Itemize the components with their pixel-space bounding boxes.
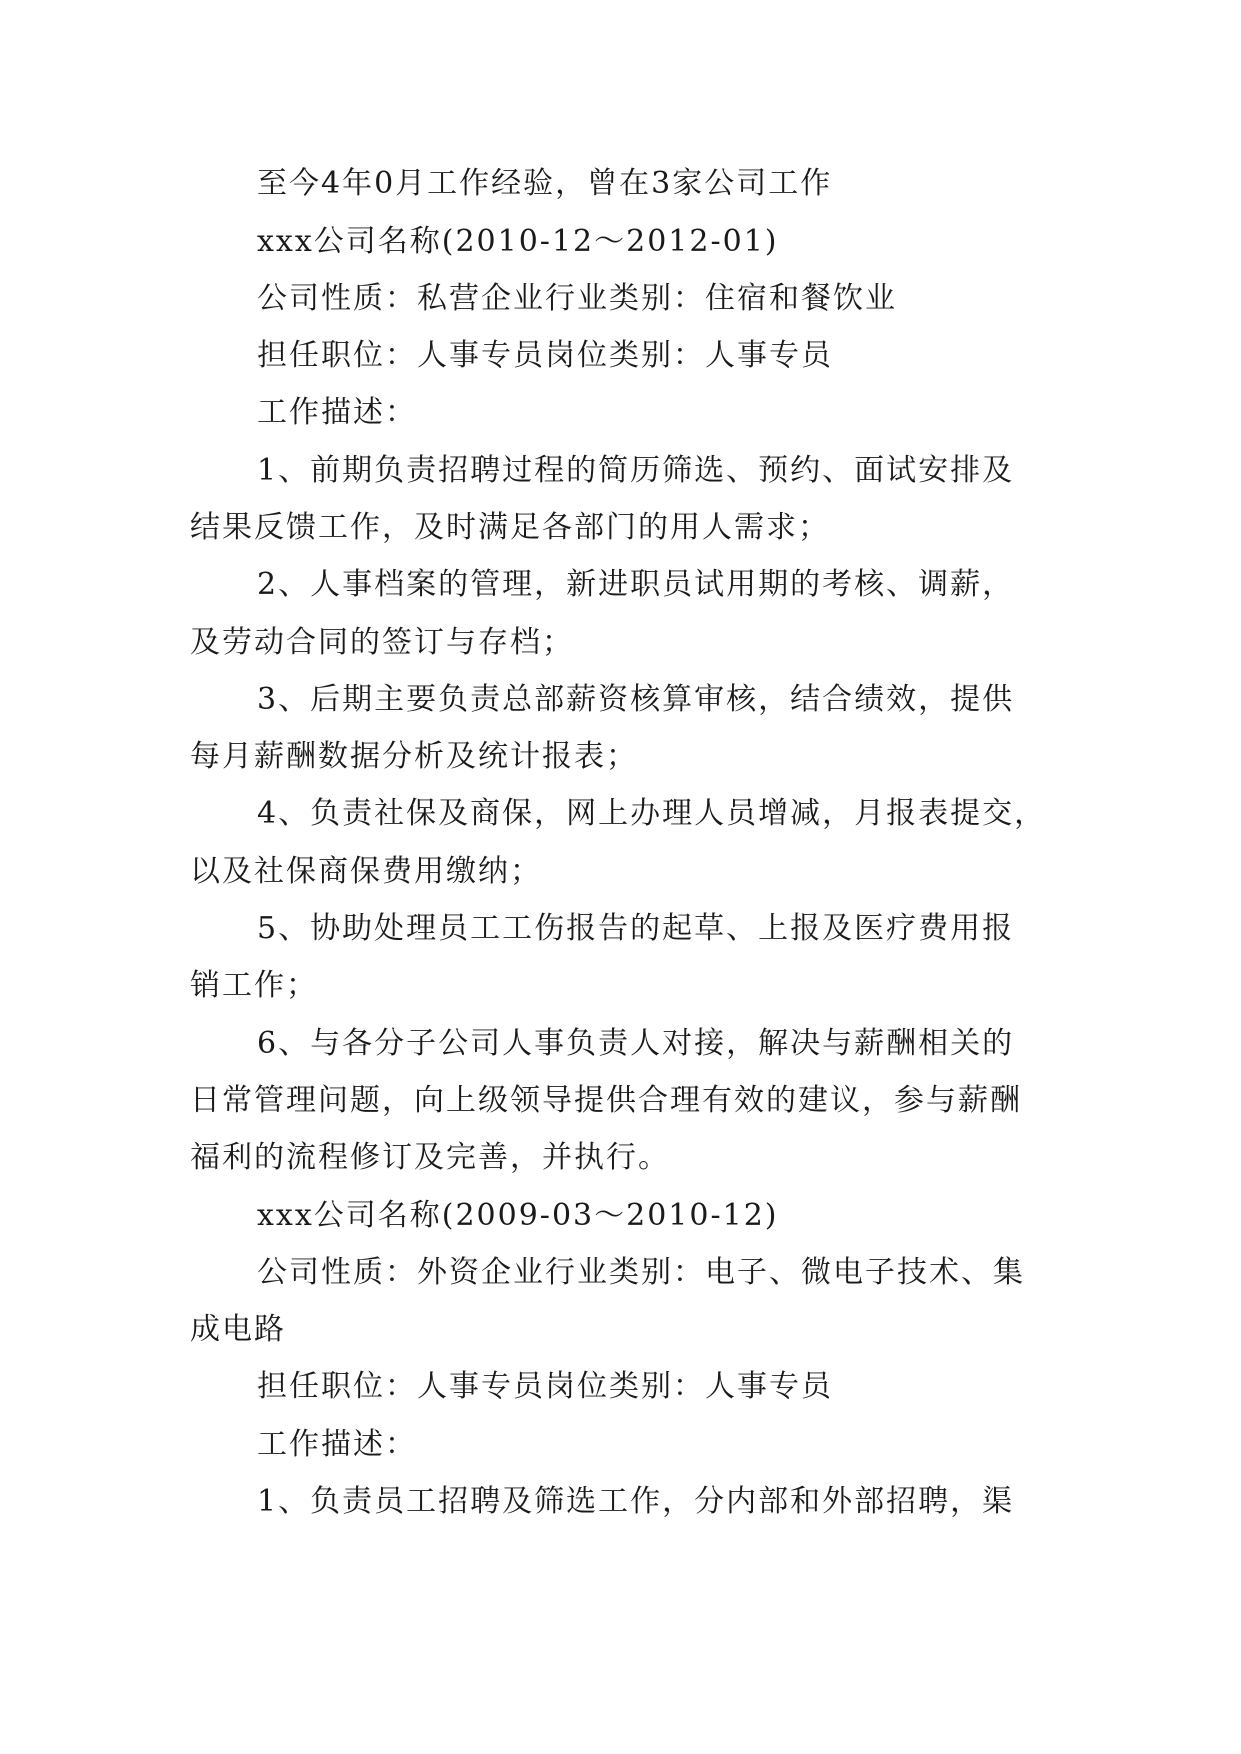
company-1-duty-6-line-1: 6、与各分子公司人事负责人对接，解决与薪酬相关的 xyxy=(257,1026,1015,1061)
company-2-description-heading: 工作描述： xyxy=(257,1427,417,1462)
company-1-duty-2-line-1: 2、人事档案的管理，新进职员试用期的考核、调薪， xyxy=(257,567,1015,602)
company-1-title: xxx公司名称(2010-12～2012-01) xyxy=(257,224,779,259)
company-1-duty-1-line-2: 结果反馈工作，及时满足各部门的用人需求； xyxy=(190,510,830,545)
company-2-nature-line-2: 成电路 xyxy=(190,1312,286,1347)
company-1-duty-1-line-1: 1、前期负责招聘过程的简历筛选、预约、面试安排及 xyxy=(257,453,1015,488)
company-1-duty-6-line-3: 福利的流程修订及完善，并执行。 xyxy=(190,1140,670,1175)
company-1-duty-4-line-1: 4、负责社保及商保，网上办理人员增减，月报表提交， xyxy=(257,796,1047,831)
company-2-title: xxx公司名称(2009-03～2010-12) xyxy=(257,1198,779,1233)
company-1-duty-6-line-2: 日常管理问题，向上级领导提供合理有效的建议，参与薪酬 xyxy=(190,1083,1022,1118)
company-1-duty-3-line-2: 每月薪酬数据分析及统计报表； xyxy=(190,739,638,774)
company-2-position: 担任职位：人事专员岗位类别：人事专员 xyxy=(257,1369,833,1404)
company-1-duty-5-line-2: 销工作； xyxy=(190,968,318,1003)
company-1-duty-2-line-2: 及劳动合同的签订与存档； xyxy=(190,625,574,660)
company-2-nature-line-1: 公司性质：外资企业行业类别：电子、微电子技术、集 xyxy=(257,1255,1025,1290)
company-1-duty-4-line-2: 以及社保商保费用缴纳； xyxy=(190,854,542,889)
company-1-duty-5-line-1: 5、协助处理员工工伤报告的起草、上报及医疗费用报 xyxy=(257,911,1015,946)
company-1-description-heading: 工作描述： xyxy=(257,395,417,430)
company-1-nature: 公司性质：私营企业行业类别：住宿和餐饮业 xyxy=(257,281,897,316)
company-2-duty-1-line-1: 1、负责员工招聘及筛选工作，分内部和外部招聘，渠 xyxy=(257,1484,1015,1519)
experience-summary-line: 至今4年0月工作经验，曾在3家公司工作 xyxy=(257,166,833,201)
company-1-position: 担任职位：人事专员岗位类别：人事专员 xyxy=(257,338,833,373)
company-1-duty-3-line-1: 3、后期主要负责总部薪资核算审核，结合绩效，提供 xyxy=(257,682,1015,717)
